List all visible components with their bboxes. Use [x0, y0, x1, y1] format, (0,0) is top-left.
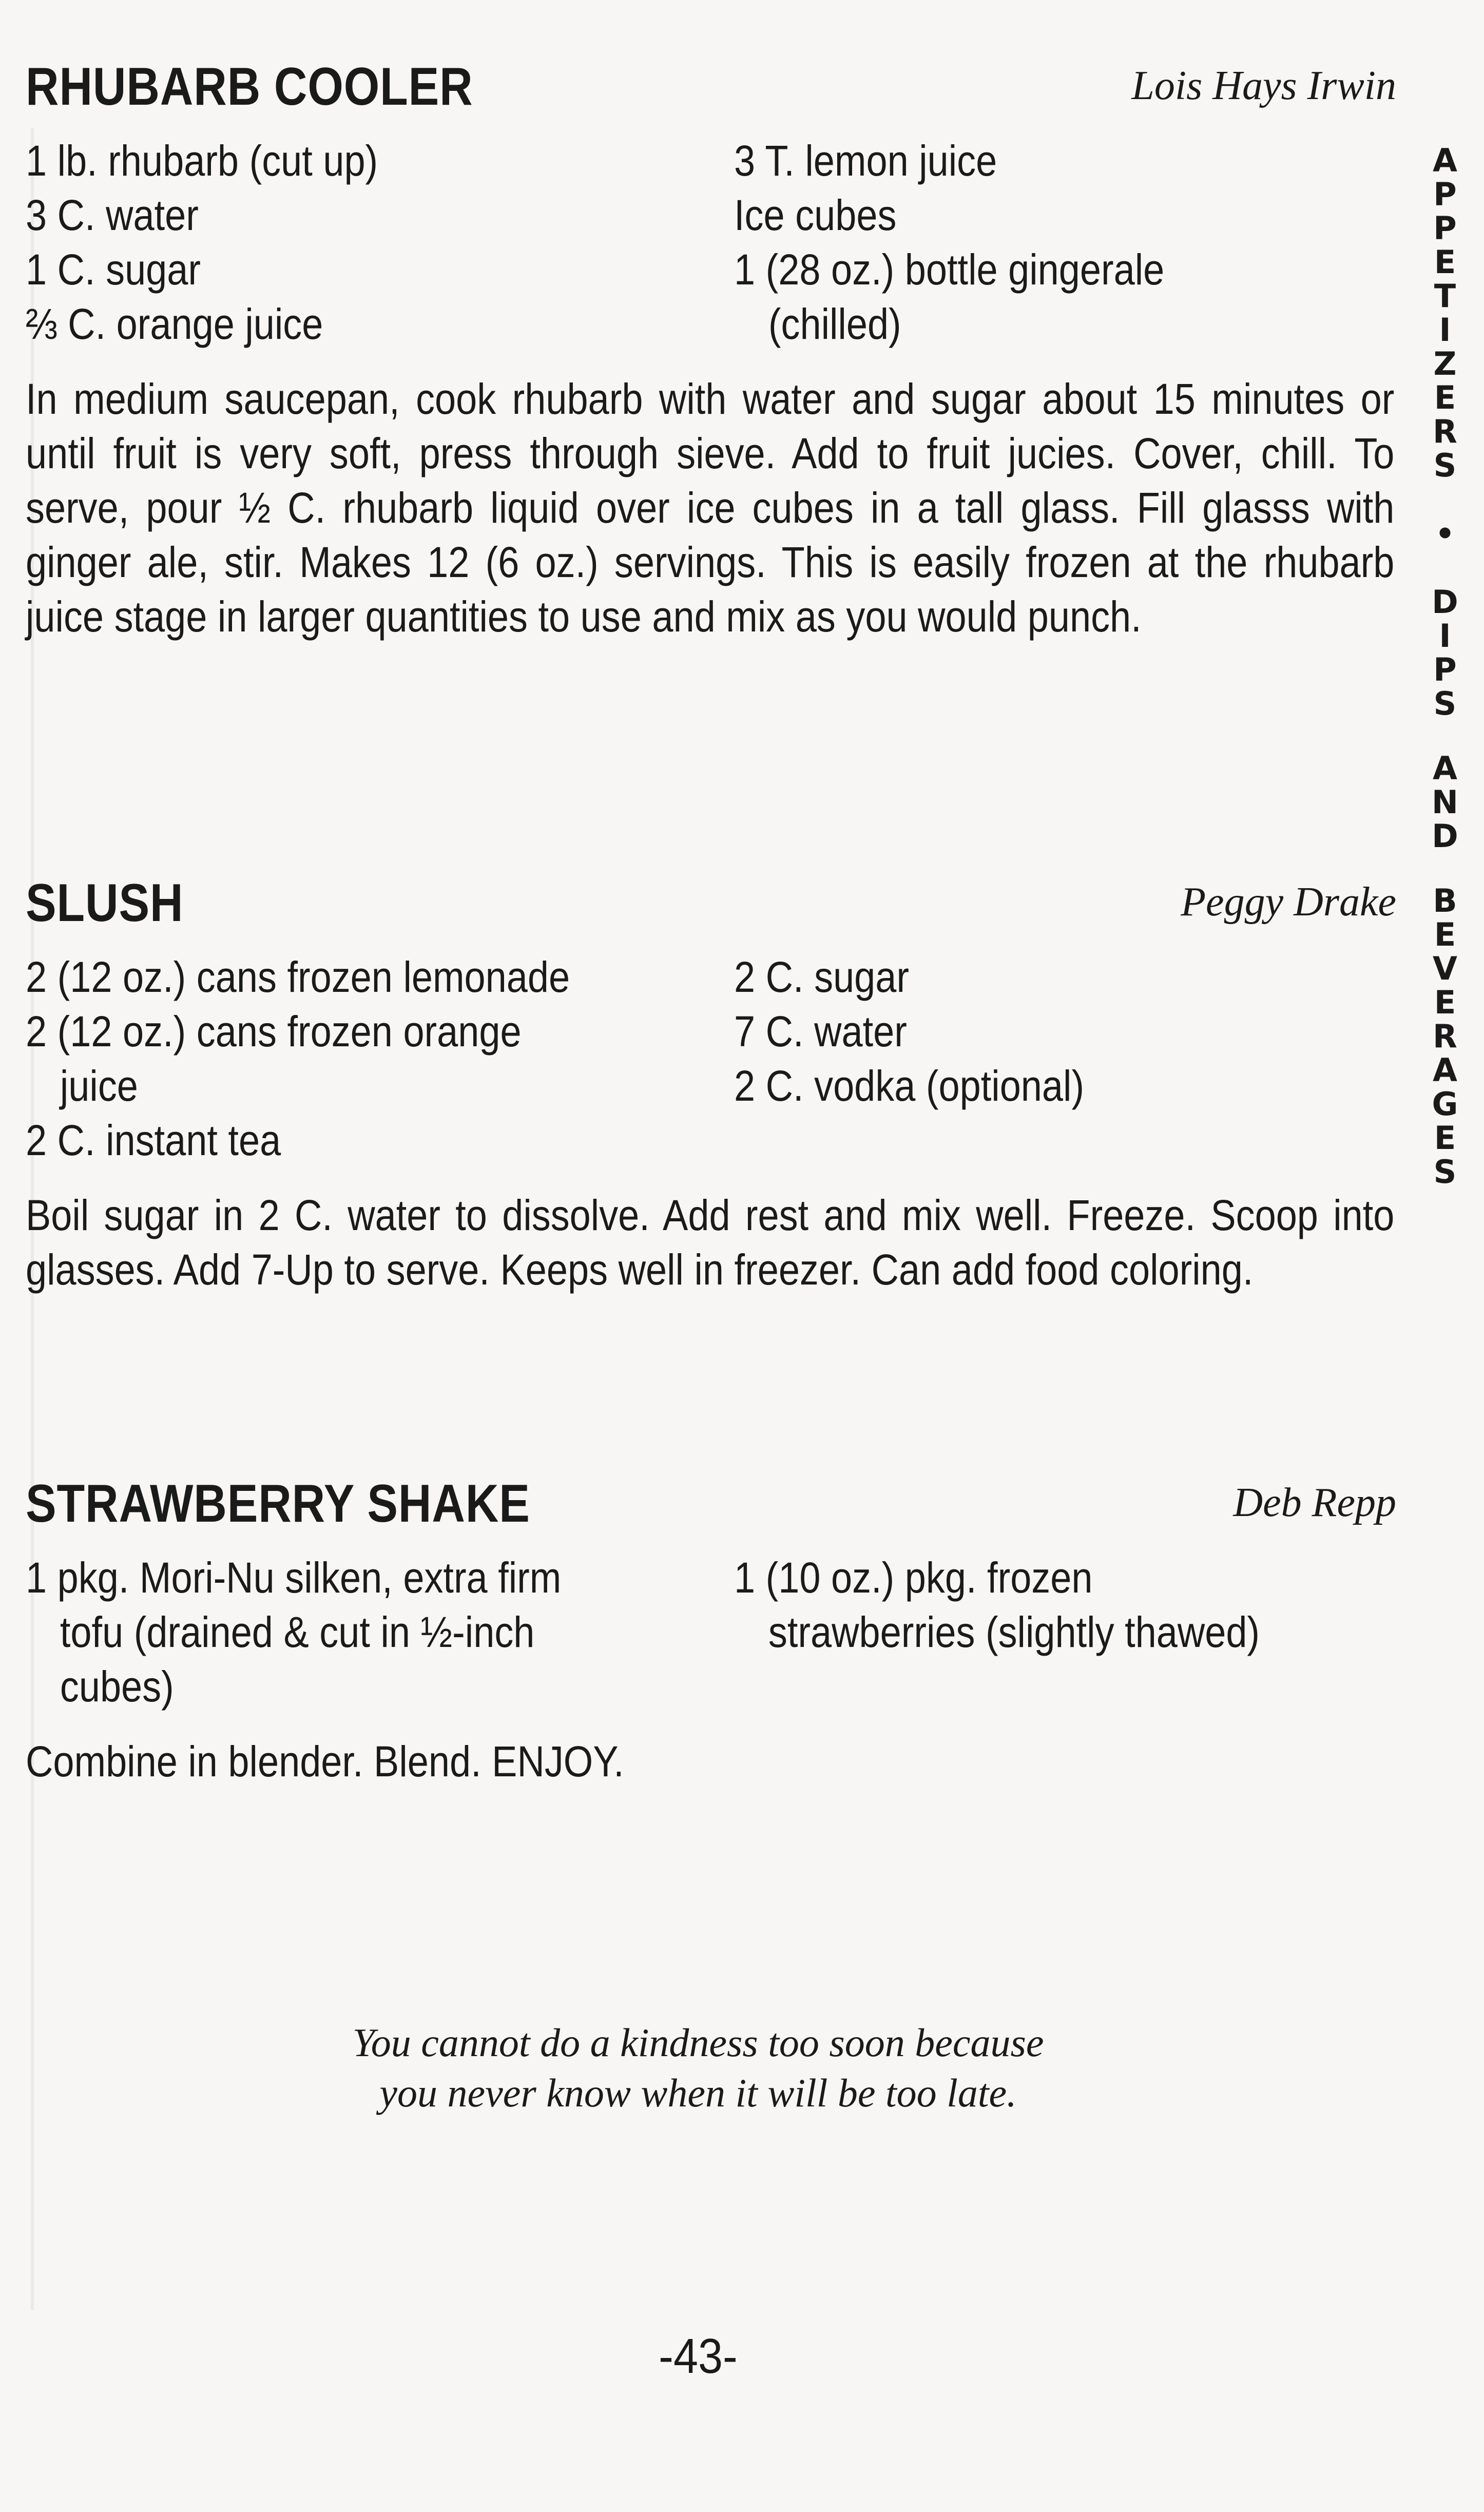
side-tab-letter: A	[1433, 750, 1457, 787]
ingredient-line: 2 C. vodka (optional)	[734, 1062, 1085, 1110]
recipe-author: Peggy Drake	[1181, 879, 1396, 925]
ingredient-line: 2 C. sugar	[734, 953, 910, 1001]
ingredient-line: 1 lb. rhubarb (cut up)	[26, 137, 378, 185]
side-tab-bullet: •	[1435, 516, 1455, 552]
recipe-header	[26, 1473, 1396, 1535]
page-number: -43-	[659, 2329, 738, 2384]
side-tab-letter: S	[1433, 447, 1457, 484]
ingredient-line: 3 C. water	[26, 191, 199, 239]
recipe-directions: In medium saucepan, cook rhubarb with water and sugar about 15 minutes or until fruit is very soft, press through sieve. Add to fruit jucies. Cover, chill. To serve, pour ½ C. rhubarb liquid over ice cubes in a tall glass. Fill glasss with ginger ale, stir. Makes 12 (6 oz.) servings. This is easily frozen at the rhubarb juice stage in larger quantities to use and mix as you would punch.	[26, 375, 1395, 641]
ingredient-line: 3 T. lemon juice	[734, 137, 997, 185]
recipe-slush	[26, 873, 1396, 1297]
side-tab-letter: R	[1433, 413, 1457, 450]
side-tab-letter: P	[1433, 209, 1457, 247]
side-tab-word-appetizers-stack	[1433, 144, 1457, 483]
ingredient-line: 1 (10 oz.) pkg. frozen	[734, 1554, 1093, 1602]
ingredient-line: 2 (12 oz.) cans frozen lemonade	[26, 953, 570, 1001]
side-tab-letter: D	[1432, 817, 1458, 855]
recipe-author: Lois Hays Irwin	[1131, 63, 1396, 108]
side-tab-letter: R	[1433, 1018, 1457, 1055]
side-tab-letter: E	[1434, 379, 1456, 416]
side-tab-letter: E	[1434, 916, 1456, 953]
ingredient-line: 2 (12 oz.) cans frozen orange	[26, 1007, 522, 1056]
ingredient-column-left	[26, 133, 734, 351]
section-side-tab	[1422, 144, 1468, 1189]
recipe-title: SLUSH	[26, 873, 184, 933]
ingredient-column-left	[26, 1550, 734, 1714]
ingredient-column-left	[26, 950, 734, 1167]
side-tab-letter: P	[1433, 176, 1457, 213]
ingredient-line: 1 (28 oz.) bottle gingerale	[734, 245, 1165, 294]
ingredient-line: Ice cubes	[734, 191, 897, 239]
ingredient-line: (chilled)	[768, 300, 901, 348]
ingredient-line: cubes)	[60, 1662, 174, 1711]
ingredient-line: juice	[60, 1062, 138, 1110]
recipe-directions: Boil sugar in 2 C. water to dissolve. Add rest and mix well. Freeze. Scoop into glasses. Add 7-Up to serve. Keeps well in freezer. Can add food coloring.	[26, 1191, 1395, 1294]
quote-line: You cannot do a kindness too soon because	[352, 2020, 1044, 2065]
quote-line: you never know when it will be too late.	[379, 2070, 1017, 2115]
side-tab-word-beverages-stack	[1432, 884, 1458, 1189]
ingredient-column-right	[734, 133, 1396, 351]
side-tab-letter: V	[1433, 950, 1457, 987]
ingredient-column-right	[734, 950, 1396, 1167]
side-tab-letter: S	[1433, 685, 1457, 722]
ingredient-list	[26, 133, 1396, 351]
side-tab-separator-stack	[1435, 513, 1455, 554]
side-tab-letter: B	[1433, 882, 1457, 919]
recipe-title: RHUBARB COOLER	[26, 57, 473, 117]
inspirational-quote	[0, 2018, 1396, 2118]
ingredient-line: strawberries (slightly thawed)	[768, 1608, 1260, 1656]
side-tab-letter: A	[1433, 142, 1457, 179]
side-tab-letter: P	[1433, 651, 1457, 688]
recipe-strawberry-shake	[26, 1473, 1396, 1789]
ingredient-line: 2 C. instant tea	[26, 1116, 281, 1164]
side-tab-letter: D	[1432, 583, 1458, 621]
ingredient-line: 1 pkg. Mori-Nu silken, extra firm	[26, 1554, 562, 1602]
recipe-directions: Combine in blender. Blend. ENJOY.	[26, 1737, 624, 1786]
recipe-rhubarb-cooler	[26, 56, 1396, 644]
side-tab-letter: N	[1432, 783, 1458, 821]
side-tab-letter: I	[1439, 311, 1451, 349]
ingredient-line: 1 C. sugar	[26, 245, 201, 294]
ingredient-line: ⅔ C. orange juice	[26, 300, 323, 348]
side-tab-letter: I	[1439, 617, 1451, 655]
side-tab-letter: E	[1434, 984, 1456, 1021]
recipe-author: Deb Repp	[1233, 1480, 1396, 1525]
ingredient-column-right	[734, 1550, 1396, 1714]
recipe-title: STRAWBERRY SHAKE	[26, 1474, 530, 1533]
side-tab-letter: A	[1433, 1051, 1457, 1089]
ingredient-list	[26, 1550, 1396, 1714]
side-tab-letter: E	[1434, 243, 1456, 281]
side-tab-letter: T	[1434, 277, 1456, 315]
ingredient-line: 7 C. water	[734, 1007, 907, 1056]
ingredient-line: tofu (drained & cut in ½-inch	[60, 1608, 535, 1656]
side-tab-letter: E	[1434, 1119, 1456, 1157]
side-tab-letter: Z	[1433, 345, 1457, 382]
recipe-header	[26, 56, 1396, 118]
side-tab-letter: S	[1433, 1153, 1457, 1191]
side-tab-word-and-stack	[1432, 752, 1458, 853]
side-tab-word-dips-stack	[1432, 585, 1458, 721]
recipe-header	[26, 873, 1396, 934]
side-tab-letter: G	[1432, 1085, 1458, 1123]
ingredient-list	[26, 950, 1396, 1167]
